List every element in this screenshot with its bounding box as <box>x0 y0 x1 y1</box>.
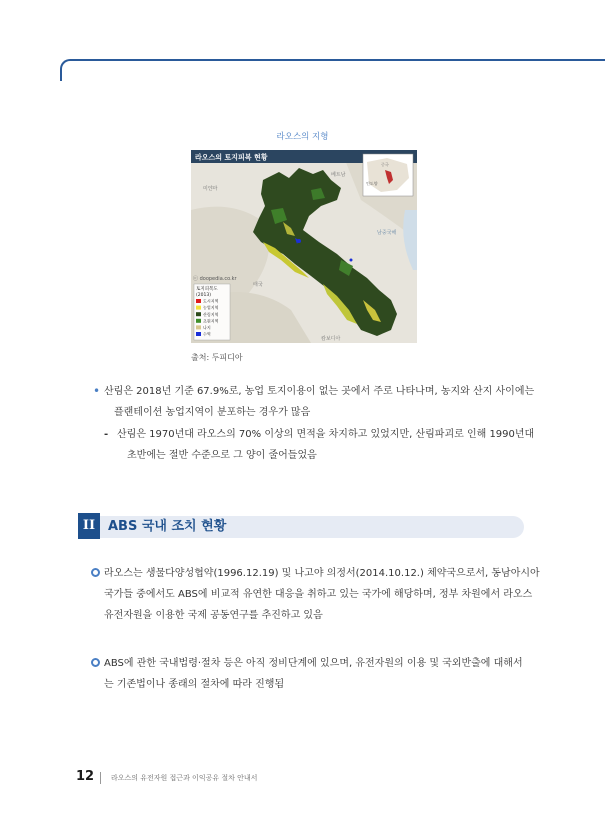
legend-swatch <box>196 299 201 303</box>
legend-swatch <box>196 325 201 329</box>
ring-bullet-icon <box>91 658 100 667</box>
label-myanmar: 미얀마 <box>203 186 218 192</box>
paragraph-abs-status <box>91 563 546 626</box>
label-cambodia: 캄보디아 <box>321 336 341 342</box>
map-source: 출처: 두피디아 <box>191 353 243 362</box>
ring-bullet-icon <box>91 568 100 577</box>
section-number: II <box>78 513 100 539</box>
legend-year: (2013) <box>196 293 211 298</box>
paragraph-abs-procedure <box>91 653 546 695</box>
laos-land-cover-map <box>191 150 417 343</box>
bullet-forest-line1: 산림은 2018년 기준 67.9%로, 농업 토지이용이 없는 곳에서 주로 나타나며, 농지와 산지 사이에는 <box>104 386 535 397</box>
legend-label: 나지 <box>203 325 211 330</box>
paragraph-1-line3: 유전자원을 이용한 국제 공동연구를 추진하고 있음 <box>104 610 323 621</box>
page-number: 12 <box>76 769 95 784</box>
legend-label: 산림지역 <box>203 311 219 317</box>
label-south-china-sea: 남중국해 <box>377 230 397 236</box>
sub-bullet-line1: 산림은 1970년대 라오스의 70% 이상의 면적을 차지하고 있었지만, 산림파괴로 인해 1990년대 <box>117 429 535 440</box>
map-watermark: ⓒ doopedia.co.kr <box>193 276 237 282</box>
legend-label: 도시지역 <box>203 298 219 304</box>
section-title: ABS 국내 조치 현황 <box>108 519 227 534</box>
label-vietnam: 베트남 <box>331 172 346 178</box>
map-caption: 라오스의 지형 <box>276 132 329 142</box>
sub-bullet-deforestation <box>104 424 544 466</box>
paragraph-1-line2: 국가들 중에서도 ABS에 비교적 유연한 대응을 취하고 있는 국가에 해당하며, 정부 차원에서 라오스 <box>104 589 533 600</box>
inset-label-laos: 인도양 <box>366 181 378 186</box>
paragraph-1-line1: 라오스는 생물다양성협약(1996.12.19) 및 나고야 의정서(2014.10.12.) 체약국으로서, 동남아시아 <box>104 568 540 579</box>
bullet-forest-line2: 플랜테이션 농업지역이 분포하는 경우가 많음 <box>114 407 311 418</box>
paragraph-2-line1: ABS에 관한 국내법령·절차 등은 아직 정비단계에 있으며, 유전자원의 이용 및 국외반출에 대해서 <box>104 658 523 669</box>
footer-doc-title: 라오스의 유전자원 접근과 이익공유 절차 안내서 <box>111 774 258 782</box>
inset-label-china: 중국 <box>381 162 389 167</box>
legend-label: 초원지역 <box>203 318 219 324</box>
page-corner-bracket <box>60 59 605 81</box>
map-panel-title: 라오스의 토지피복 현황 <box>195 153 268 162</box>
footer-separator <box>100 772 101 784</box>
legend-label: 수역 <box>203 331 211 337</box>
legend-label: 농업지역 <box>203 305 219 311</box>
legend-swatch <box>196 319 201 323</box>
legend-swatch <box>196 332 201 336</box>
legend-title: 토지피복도 <box>196 287 218 292</box>
label-thailand: 태국 <box>253 282 263 288</box>
paragraph-2-line2: 는 기존법이나 종래의 절차에 따라 진행됨 <box>104 679 285 690</box>
bullet-forest <box>93 381 544 423</box>
legend-swatch <box>196 306 201 310</box>
sub-bullet-line2: 초반에는 절반 수준으로 그 양이 줄어들었음 <box>127 450 317 461</box>
bullet-dot-icon: • <box>93 384 101 398</box>
legend-swatch <box>196 312 201 316</box>
dash-icon: - <box>104 429 109 440</box>
